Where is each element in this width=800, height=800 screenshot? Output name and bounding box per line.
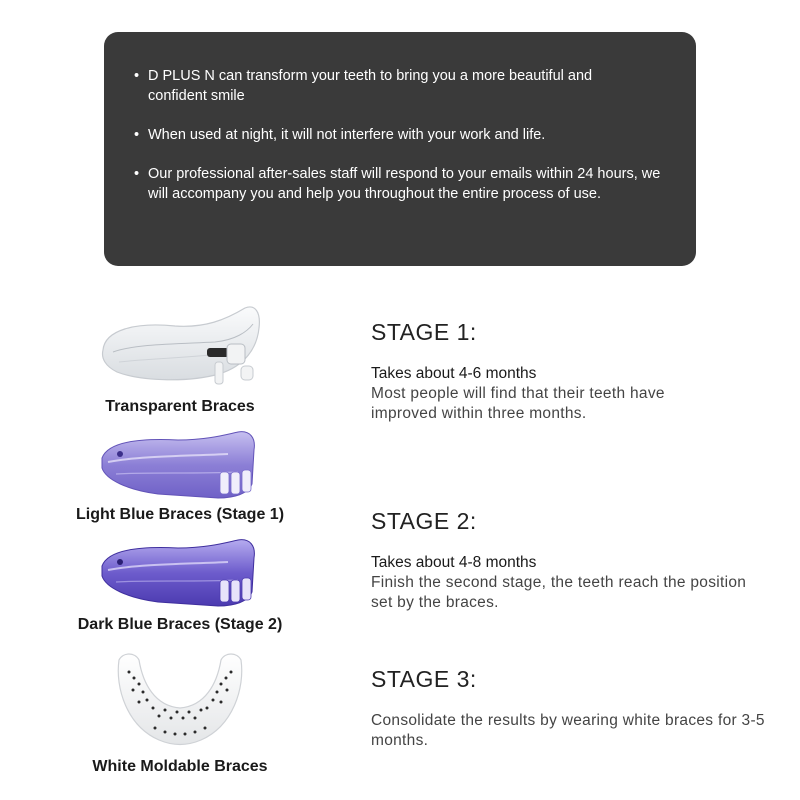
stage-title: STAGE 1: — [371, 319, 477, 345]
product-white-moldable — [52, 648, 308, 780]
info-bullet: • D PLUS N can transform your teeth to bring you a more beautiful and confident smile — [134, 66, 648, 106]
product-label: Dark Blue Braces (Stage 2) — [77, 616, 283, 633]
info-panel — [104, 32, 696, 266]
product-label: White Moldable Braces — [92, 758, 268, 775]
product-light-blue — [52, 428, 308, 526]
product-transparent — [52, 300, 308, 422]
stage-1 — [371, 319, 771, 424]
info-bullet: • When used at night, it will not interfere with your work and life. — [134, 125, 668, 145]
stage-3 — [371, 666, 771, 751]
stage-2 — [371, 508, 771, 613]
product-label: Light Blue Braces (Stage 1) — [75, 506, 285, 523]
stage-description: Most people will find that their teeth have improved within three months. — [371, 385, 665, 422]
product-dark-blue — [52, 536, 308, 636]
stage-description: Finish the second stage, the teeth reach the position set by the braces. — [371, 574, 747, 611]
info-bullet: • Our professional after-sales staff will respond to your emails within 24 hours, we will accompany you and help you throughout the entire process of use. — [134, 164, 678, 204]
stage-title: STAGE 2: — [371, 508, 477, 534]
product-label: Transparent Braces — [105, 398, 255, 415]
stage-duration: Takes about 4-8 months — [371, 554, 537, 571]
transparent-brace-icon — [95, 300, 265, 392]
stage-title: STAGE 3: — [371, 666, 477, 692]
stage-description: Consolidate the results by wearing white braces for 3-5 months. — [371, 712, 765, 749]
info-bullet-list — [134, 66, 670, 204]
stage-duration: Takes about 4-6 months — [371, 365, 537, 382]
dark-blue-brace-icon — [98, 536, 262, 610]
white-moldable-brace-icon — [109, 648, 251, 748]
light-blue-brace-icon — [98, 428, 262, 502]
